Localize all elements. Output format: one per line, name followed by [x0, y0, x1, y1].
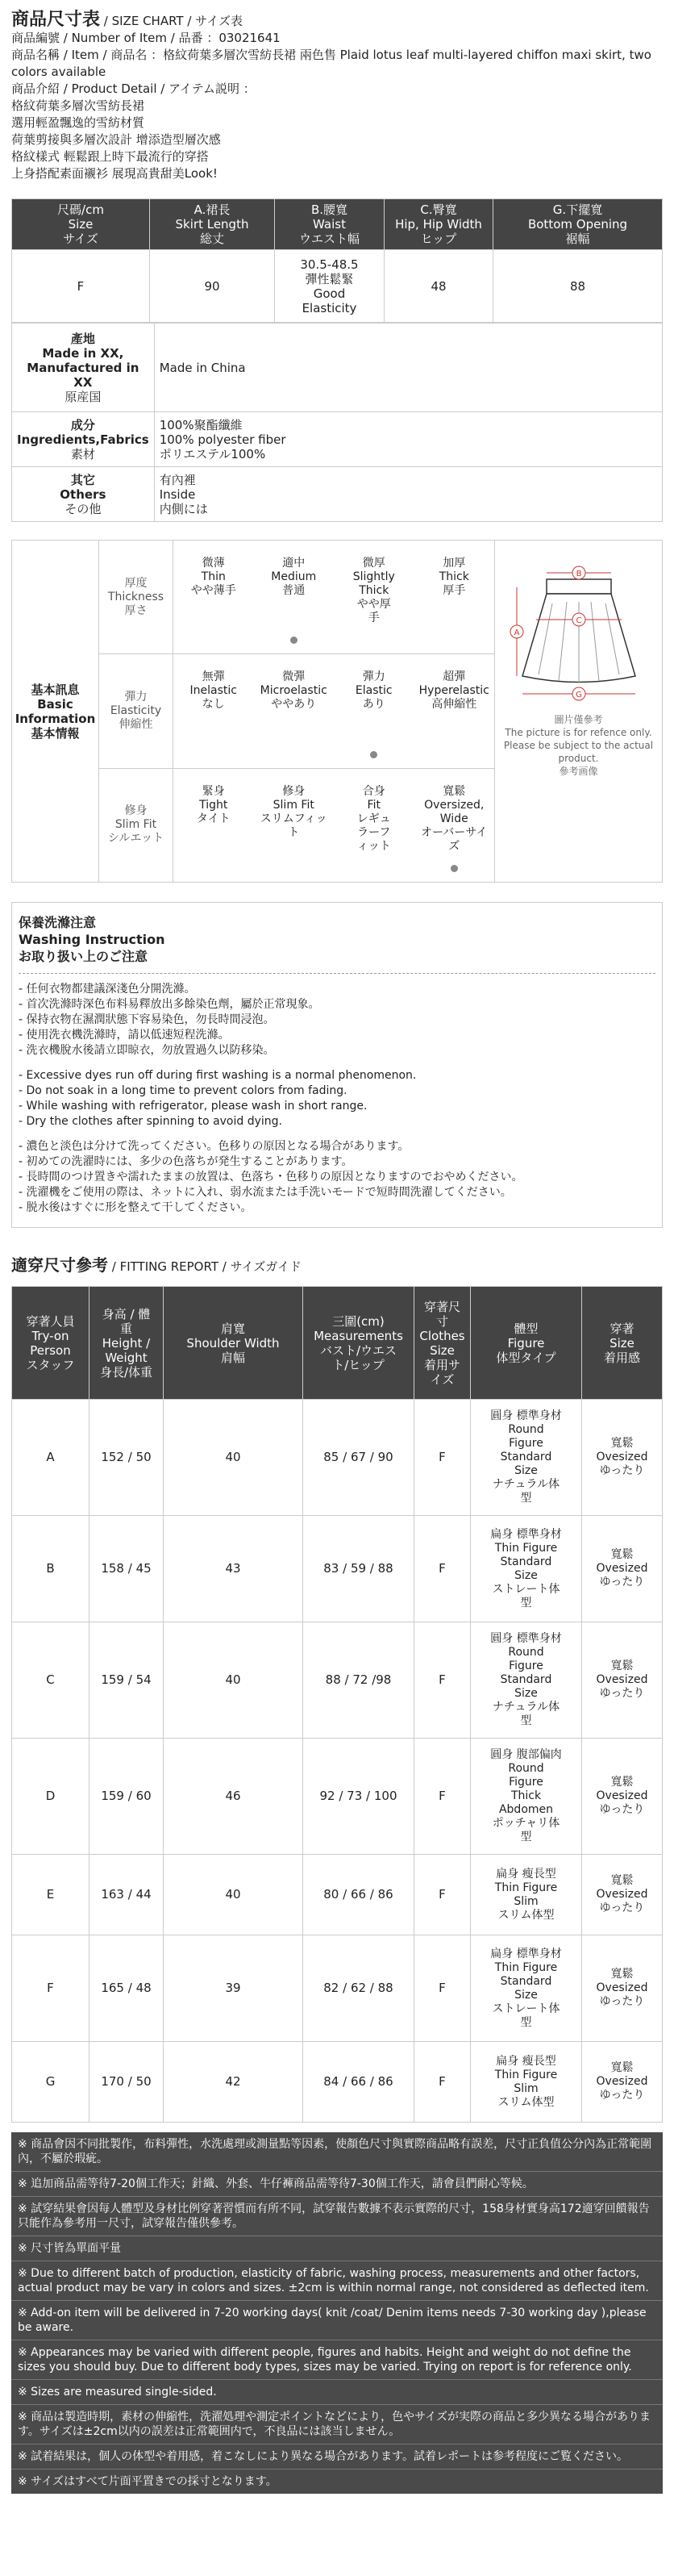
fitting-row-c	[12, 1622, 663, 1739]
product-detail-line: 上身搭配素面襯衫 展現高貴甜美Look!	[11, 166, 218, 181]
shoulder: 43	[164, 1516, 303, 1622]
measurements: 92 / 73 / 100	[303, 1739, 414, 1855]
diagram-letter-b: B	[576, 570, 581, 578]
washing-line-zh: - 洗衣機脫水後請立即晾衣，勿放置過久以防移染。	[19, 1044, 275, 1057]
skirt-diagram-panel	[494, 541, 662, 882]
person: F	[12, 1935, 89, 2042]
basic-info-panel	[11, 540, 663, 883]
height-weight: 163 / 44	[89, 1855, 164, 1935]
clothes-size: F	[414, 1400, 471, 1516]
origin-value: Made in China	[154, 324, 662, 412]
washing-line-ja: - 脱水後はすぐに形を整えて干してください。	[19, 1201, 252, 1214]
fit-feel: 寬鬆 Ovesized ゆったり	[582, 2042, 663, 2123]
clothes-size: F	[414, 1622, 471, 1739]
col-waist: B.腰寬 Waist ウエスト幅	[275, 199, 385, 250]
person: G	[12, 2042, 89, 2123]
washing-line-en: - Dry the clothes after spinning to avoid dying.	[19, 1115, 282, 1128]
shoulder: 39	[164, 1935, 303, 2042]
unselected-marker	[451, 637, 458, 644]
col-height-weight: 身高 / 體 重 Height / Weight 身長/体重	[89, 1287, 164, 1400]
washing-instruction	[11, 902, 663, 1228]
hip-value: 48	[385, 250, 493, 323]
person: E	[12, 1855, 89, 1935]
product-detail-line: 荷葉剪接與多層次設計 增添造型層次感	[11, 132, 221, 147]
fitting-table	[11, 1286, 663, 2123]
selected-dot-icon	[451, 865, 458, 872]
other-label: 其它 Others その他	[12, 467, 155, 522]
washing-line-zh: - 任何衣物都建議深淺色分開洗滌。	[19, 983, 196, 996]
washing-line-ja: - 濃色と淡色は分けて洗ってください。色移りの原因となる場合があります。	[19, 1140, 410, 1153]
measurements: 88 / 72 /98	[303, 1622, 414, 1739]
other-value: 有內裡 Inside 内側には	[154, 467, 662, 522]
product-header	[11, 11, 663, 182]
figure: 圓身 標準身材 Round Figure Standard Size ナチュラル体 型	[471, 1622, 582, 1739]
info-table	[11, 323, 663, 522]
note: ※ 試着結果は，個人の体型や着用感，着こなしにより異なる場合があります。試着レポートは参考程度にご覧ください。	[11, 2444, 663, 2470]
fitting-report-title: 適穿尺寸參考	[11, 1255, 108, 1275]
basic-info-grid	[99, 541, 494, 882]
unselected-marker	[210, 865, 217, 872]
col-clothes-size: 穿著尺 寸 Clothes Size 着用サ イズ	[414, 1287, 471, 1400]
col-bottom-opening: G.下擺寬 Bottom Opening 裾幅	[493, 199, 663, 250]
note: ※ 追加商品需等待7-20個工作天；針織、外套、牛仔褲商品需等待7-30個工作天，請會員們耐心等候。	[11, 2172, 663, 2197]
figure: 圓身 標準身材 Round Figure Standard Size ナチュラル体 型	[471, 1400, 582, 1516]
diagram-letter-g: G	[575, 691, 582, 699]
selected-dot-icon	[290, 637, 297, 644]
measurements: 82 / 62 / 88	[303, 1935, 414, 2042]
height-weight: 170 / 50	[89, 2042, 164, 2123]
thickness-medium: 適中 Medium 普通	[254, 541, 335, 653]
unselected-marker	[290, 751, 297, 758]
waist-value: 30.5-48.5 彈性鬆緊 Good Elasticity	[275, 250, 385, 323]
fit-feel: 寬鬆 Ovesized ゆったり	[582, 1935, 663, 2042]
thickness-thick: 加厚 Thick 厚手	[414, 541, 495, 653]
washing-title: 保養洗滌注意 Washing Instruction お取り扱い上のご注意	[19, 915, 165, 964]
washing-line-en: - Excessive dyes run off during first washing is a normal phenomenon.	[19, 1069, 417, 1082]
height-weight: 165 / 48	[89, 1935, 164, 2042]
elasticity-hyperelastic: 超彈 Hyperelastic 高伸縮性	[414, 654, 495, 767]
size-table	[11, 198, 663, 323]
size-table-header	[12, 199, 663, 250]
fitting-report-subtitle: / FITTING REPORT / サイズガイド	[108, 1259, 302, 1274]
washing-line-zh: - 保持衣物在濕潤狀態下容易染色，勿長時間浸泡。	[19, 1013, 275, 1026]
figure: 扁身 瘦長型 Thin Figure Slim スリム体型	[471, 2042, 582, 2123]
fit-feel: 寬鬆 Ovesized ゆったり	[582, 1516, 663, 1622]
clothes-size: F	[414, 1739, 471, 1855]
col-measurements: 三圍(cm) Measurements バスト/ウエス ト/ヒップ	[303, 1287, 414, 1400]
fit-feel: 寬鬆 Ovesized ゆったり	[582, 1855, 663, 1935]
basic-info-label: 基本訊息 Basic Information 基本情報	[12, 541, 99, 882]
measurements: 83 / 59 / 88	[303, 1516, 414, 1622]
fitting-row-f	[12, 1935, 663, 2042]
note: ※ サイズはすべて片面平置きでの採寸となります。	[18, 2475, 277, 2488]
unselected-marker	[370, 637, 377, 644]
height-weight: 159 / 54	[89, 1622, 164, 1739]
notes-panel	[11, 2132, 663, 2494]
fit-feel: 寬鬆 Ovesized ゆったり	[582, 1400, 663, 1516]
figure: 扁身 瘦長型 Thin Figure Slim スリム体型	[471, 1855, 582, 1935]
col-figure: 體型 Figure 体型タイプ	[471, 1287, 582, 1400]
col-fit: 穿著 Size 着用感	[582, 1287, 663, 1400]
fitting-row-e	[12, 1855, 663, 1935]
material-label: 成分 Ingredients,Fabrics 素材	[12, 412, 155, 467]
material-row	[12, 412, 663, 467]
col-hip: C.臀寬 Hip, Hip Width ヒップ	[385, 199, 493, 250]
clothes-size: F	[414, 1855, 471, 1935]
clothes-size: F	[414, 1935, 471, 2042]
figure: 扁身 標準身材 Thin Figure Standard Size ストレート体 型	[471, 1935, 582, 2042]
elasticity-microelastic: 微彈 Microelastic ややあり	[254, 654, 335, 767]
clothes-size: F	[414, 2042, 471, 2123]
shoulder: 40	[164, 1855, 303, 1935]
fit-tight: 緊身 Tight タイト	[173, 769, 254, 882]
note: ※ Sizes are measured single-sided.	[11, 2380, 663, 2405]
item-name: 商品名稱 / Item / 商品名 ：格紋荷葉多層次雪紡長裙 兩色售 Plaid lotus leaf multi-layered chiffon maxi skirt, two colors available	[11, 48, 655, 79]
person: C	[12, 1622, 89, 1739]
size-value: F	[12, 250, 150, 323]
person: A	[12, 1400, 89, 1516]
diagram-letter-a: A	[514, 628, 519, 637]
note: ※ 商品は製造時期，素材の伸縮性，洗濯処理や測定ポイントなどにより，色やサイズが実際の商品と多少異なる場合があります。サイズは±2cm以内の誤差は正常範囲内で，不良品には該当しません。	[11, 2405, 663, 2444]
fit-regular: 合身 Fit レギュ ラーフ ィット	[334, 769, 414, 882]
washing-line-en: - Do not soak in a long time to prevent colors from fading.	[19, 1084, 347, 1097]
slim-fit-row	[99, 769, 494, 882]
washing-line-en: - While washing with refrigerator, please wash in short range.	[19, 1100, 368, 1113]
item-number: 商品編號 / Number of Item / 品番 ：03021641	[11, 31, 281, 45]
note: ※ 商品會因不同批製作，布料彈性，水洗處理或測量點等因素，使顏色尺寸與實際商品略有誤差，尺寸正負值公分內為正常範圍內，不屬於瑕疵。	[11, 2132, 663, 2172]
picture-caption: 圖片僅參考 The picture is for refence only. Please be subject to the actual product. 參考画像	[503, 714, 654, 777]
fitting-row-d	[12, 1739, 663, 1855]
col-try-on-person: 穿著人員 Try-on Person スタッフ	[12, 1287, 89, 1400]
figure: 圓身 腹部偏肉 Round Figure Thick Abdomen ポッチャリ体 型	[471, 1739, 582, 1855]
fit-oversized: 寬鬆 Oversized, Wide オーバーサイ ズ	[414, 769, 495, 882]
col-shoulder-width: 肩寬 Shoulder Width 肩幅	[164, 1287, 303, 1400]
elasticity-row	[99, 654, 494, 768]
fitting-row-b	[12, 1516, 663, 1622]
person: D	[12, 1739, 89, 1855]
washing-line-zh: - 使用洗衣機洗滌時，請以低速短程洗滌。	[19, 1029, 230, 1042]
elasticity-label: 彈力 Elasticity 伸縮性	[99, 654, 173, 767]
measurements: 85 / 67 / 90	[303, 1400, 414, 1516]
shoulder: 46	[164, 1739, 303, 1855]
material-value: 100%聚酯纖維 100% polyester fiber ポリエステル100%	[154, 412, 662, 467]
elasticity-elastic: 彈力 Elastic あり	[334, 654, 414, 767]
size-chart-heading	[11, 11, 663, 30]
clothes-size: F	[414, 1516, 471, 1622]
fitting-row-a	[12, 1400, 663, 1516]
shoulder: 40	[164, 1622, 303, 1739]
skirt-length-value: 90	[150, 250, 275, 323]
fitting-report-heading	[11, 1257, 663, 1275]
height-weight: 152 / 50	[89, 1400, 164, 1516]
divider	[19, 973, 655, 974]
size-chart-subtitle: / SIZE CHART / サイズ表	[100, 14, 243, 28]
figure: 扁身 標準身材 Thin Figure Standard Size ストレート体 型	[471, 1516, 582, 1622]
other-row	[12, 467, 663, 522]
thickness-slightly-thick: 微厚 Slightly Thick やや厚 手	[334, 541, 414, 653]
bottom-opening-value: 88	[493, 250, 663, 323]
thickness-row	[99, 541, 494, 654]
shoulder: 42	[164, 2042, 303, 2123]
col-size: 尺碼/cm Size サイズ	[12, 199, 150, 250]
note: ※ 試穿結果會因每人體型及身材比例穿著習慣而有所不同，試穿報告數據不表示實際的尺寸，158身材實身高172適穿回饋報告只能作為參考用一尺寸，試穿報告僅供參考。	[11, 2197, 663, 2236]
skirt-diagram-icon	[502, 555, 655, 708]
fit-feel: 寬鬆 Ovesized ゆったり	[582, 1622, 663, 1739]
unselected-marker	[210, 751, 217, 758]
origin-label: 產地 Made in XX, Manufactured in XX 原産国	[12, 324, 155, 412]
thickness-label: 厚度 Thickness 厚さ	[99, 541, 173, 653]
washing-line-zh: - 首次洗滌時深色布料易釋放出多餘染色劑，屬於正常現象。	[19, 998, 320, 1011]
unselected-marker	[210, 637, 217, 644]
fitting-row-g	[12, 2042, 663, 2123]
unselected-marker	[370, 865, 377, 872]
note: ※ Appearances may be varied with different people, figures and habits. Height and weight do not define the sizes you should buy. Due to different body types, sizes may be varied. Trying on report is for reference only.	[11, 2340, 663, 2380]
washing-line-ja: - 洗濯機をご使用の際は、ネットに入れ、弱水流または手洗いモードで短時間洗濯してください。	[19, 1186, 512, 1199]
diagram-letter-c: C	[576, 616, 581, 625]
unselected-marker	[290, 865, 297, 872]
washing-line-ja: - 初めての洗濯時には、多少の色落ちが発生することがあります。	[19, 1155, 353, 1168]
unselected-marker	[451, 751, 458, 758]
slim-fit-label: 修身 Slim Fit シルエット	[99, 769, 173, 882]
origin-row	[12, 324, 663, 412]
selected-dot-icon	[370, 751, 377, 758]
height-weight: 158 / 45	[89, 1516, 164, 1622]
col-skirt-length: A.裙長 Skirt Length 総丈	[150, 199, 275, 250]
product-detail-line: 格紋荷葉多層次雪紡長裙	[11, 98, 145, 113]
note: ※ Add-on item will be delivered in 7-20 working days( knit /coat/ Denim items needs 7-30 working day ),please be aware.	[11, 2301, 663, 2340]
fit-slim: 修身 Slim Fit スリムフィッ ト	[254, 769, 335, 882]
note: ※ Due to different batch of production, elasticity of fabric, washing process, measurements and other factors, actual product may be vary in colors and sizes. ±2cm is within normal range, not considered as deflected item.	[11, 2261, 663, 2301]
washing-line-ja: - 長時間のつけ置きや濡れたままの放置は、色落ち・色移りの原因となりますのでおやめください。	[19, 1171, 523, 1184]
thickness-thin: 微薄 Thin やや薄手	[173, 541, 254, 653]
measurements: 84 / 66 / 86	[303, 2042, 414, 2123]
shoulder: 40	[164, 1400, 303, 1516]
fitting-table-header	[12, 1287, 663, 1400]
elasticity-inelastic: 無彈 Inelastic なし	[173, 654, 254, 767]
size-chart-title: 商品尺寸表	[11, 10, 101, 30]
size-row	[12, 250, 663, 323]
height-weight: 159 / 60	[89, 1739, 164, 1855]
note: ※ 尺寸皆為單面平量	[11, 2236, 663, 2261]
person: B	[12, 1516, 89, 1622]
fit-feel: 寬鬆 Ovesized ゆったり	[582, 1739, 663, 1855]
product-detail-line: 格紋樣式 輕鬆跟上時下最流行的穿搭	[11, 149, 209, 164]
measurements: 80 / 66 / 86	[303, 1855, 414, 1935]
product-detail-label: 商品介紹 / Product Detail / アイテム説明 ：	[11, 81, 256, 96]
product-detail-line: 選用輕盈飄逸的雪紡材質	[11, 115, 145, 130]
